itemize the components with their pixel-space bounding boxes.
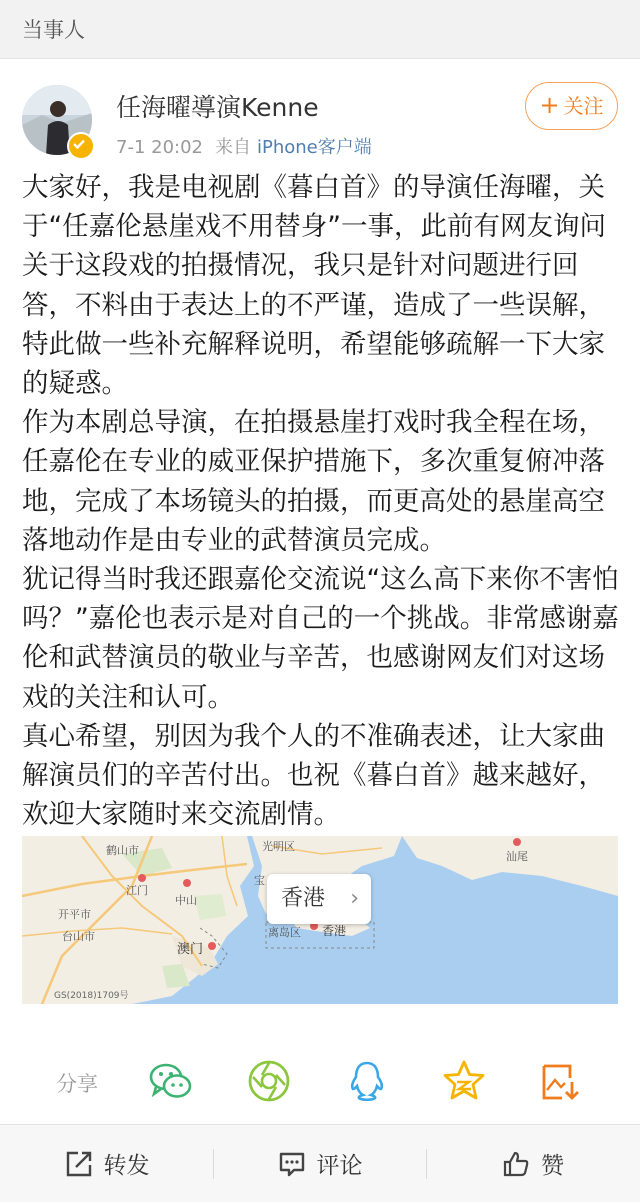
map-callout-label: 香港 xyxy=(281,886,326,911)
chevron-right-icon: › xyxy=(350,886,359,911)
map-label-taishan: 台山市 xyxy=(62,930,95,943)
map-copyright: GS(2018)1709号 xyxy=(54,991,129,1001)
wechat-icon[interactable] xyxy=(148,1058,194,1104)
section-title: 当事人 xyxy=(22,18,85,42)
map-label-zhongshan: 中山 xyxy=(175,894,197,907)
qzone-icon[interactable] xyxy=(441,1058,487,1104)
save-image-icon[interactable] xyxy=(538,1058,584,1104)
author-name[interactable]: 任海曜導演Kenne xyxy=(116,93,319,122)
qq-icon[interactable] xyxy=(344,1058,390,1104)
plus-icon: + xyxy=(539,91,560,119)
moments-icon[interactable] xyxy=(246,1058,292,1104)
map-label-lidao: 离岛区 xyxy=(268,926,301,939)
map-label-hongkong: 香港 xyxy=(322,924,347,938)
follow-label: 关注 xyxy=(563,94,604,118)
post-body xyxy=(22,168,622,834)
share-row xyxy=(0,1040,640,1120)
map-label-shanwei: 汕尾 xyxy=(506,850,528,863)
share-label: 分享 xyxy=(56,1072,98,1096)
post-paragraph: 大家好，我是电视剧《暮白首》的导演任海曜，关于“任嘉伦悬崖戏不用替身”一事，此前有网友询问关于这段戏的拍摄情况，我只是针对问题进行回答，不料由于表达上的不严谨，造成了一些误解，特此做一些补充解释说明，希望能够疏解一下大家的疑惑。 xyxy=(22,172,606,400)
section-header xyxy=(0,0,640,59)
post-meta xyxy=(116,133,372,159)
post-paragraph: 真心希望，别因为我个人的不准确表述，让大家曲解演员们的辛苦付出。也祝《暮白首》越来越好，欢迎大家随时来交流剧情。 xyxy=(22,720,605,831)
post-time: 7-1 20:02 xyxy=(116,137,203,158)
like-label: 赞 xyxy=(541,1153,564,1179)
repost-label: 转发 xyxy=(103,1153,150,1179)
location-map[interactable] xyxy=(22,836,618,1004)
map-label-heshan: 鹤山市 xyxy=(106,844,139,857)
follow-button[interactable] xyxy=(525,82,618,130)
action-bar xyxy=(0,1124,640,1202)
post-paragraph: 作为本剧总导演，在拍摄悬崖打戏时我全程在场，任嘉伦在专业的威亚保护措施下，多次重复俯冲落地，完成了本场镜头的拍摄，而更高处的悬崖高空落地动作是由专业的武替演员完成。 xyxy=(22,407,605,556)
map-label-guangming: 光明区 xyxy=(262,840,295,853)
comment-label: 评论 xyxy=(316,1153,363,1179)
source-prefix: 来自 xyxy=(215,137,251,158)
source-device-link[interactable]: iPhone客户端 xyxy=(257,137,372,158)
repost-button[interactable] xyxy=(0,1125,213,1202)
post-paragraph: 犹记得当时我还跟嘉伦交流说“这么高下来你不害怕吗？”嘉伦也表示是对自己的一个挑战。非常感谢嘉伦和武替演员的敬业与辛苦，也感谢网友们对这场戏的关注和认可。 xyxy=(22,564,619,713)
verified-badge-icon xyxy=(67,132,95,160)
comment-icon xyxy=(277,1149,307,1179)
map-label-kaiping: 开平市 xyxy=(58,908,91,921)
thumbs-up-icon xyxy=(501,1149,531,1179)
comment-button[interactable] xyxy=(213,1125,426,1202)
like-button[interactable] xyxy=(426,1125,639,1202)
repost-icon xyxy=(64,1149,94,1179)
map-label-bao: 宝 xyxy=(254,874,265,887)
map-label-macau: 澳门 xyxy=(177,942,204,957)
map-label-jiangmen: 江门 xyxy=(126,884,148,897)
map-location-callout[interactable] xyxy=(267,874,371,924)
